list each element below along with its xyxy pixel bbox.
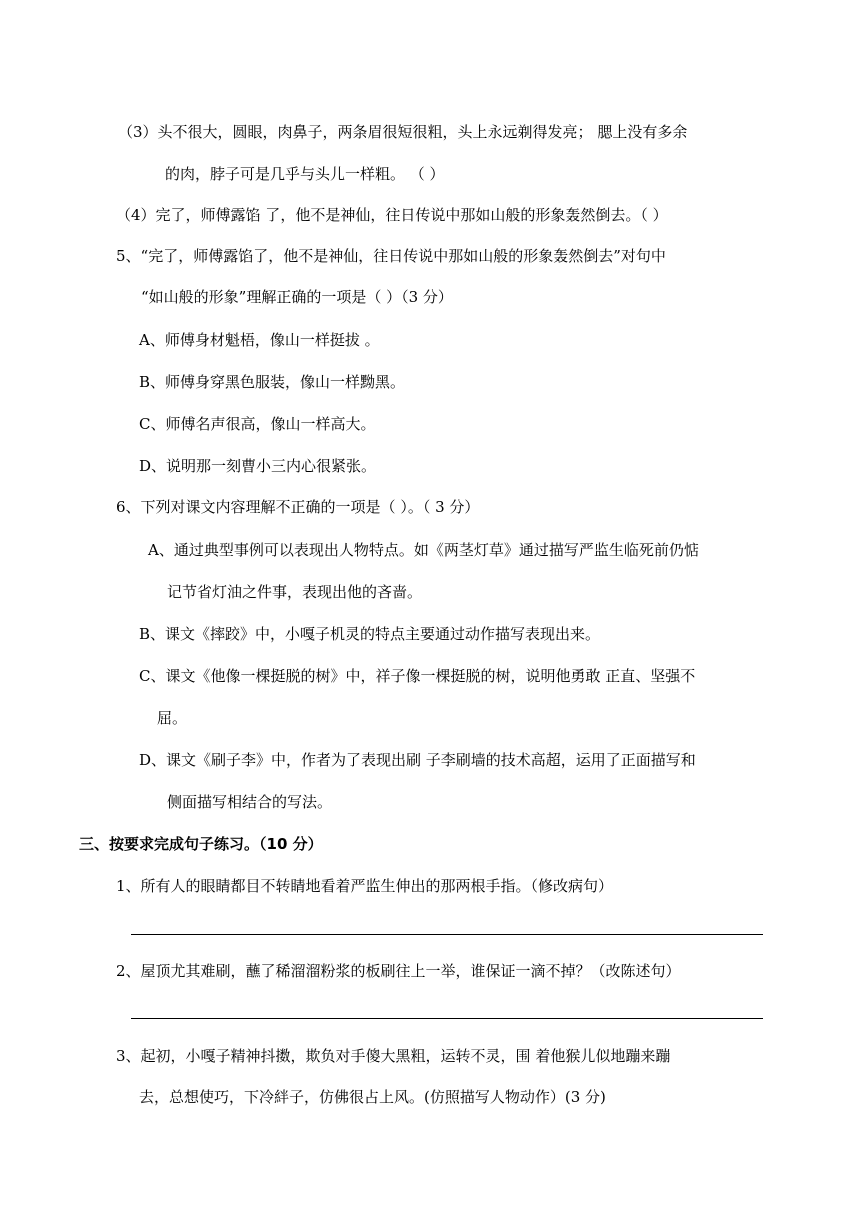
q5-option-a: A、师傅身材魁梧，像山一样挺拔 。 — [139, 331, 380, 349]
q4-item-4: （4）完了，师傅露馅 了，他不是神仙，往日传说中那如山般的形象轰然倒去。（ ） — [116, 206, 668, 224]
q5-option-d: D、说明那一刻曹小三内心很紧张。 — [139, 457, 377, 475]
s3-q1: 1、所有人的眼睛都目不转睛地看着严监生伸出的那两根手指。（修改病句） — [116, 877, 614, 895]
s3-q2: 2、屋顶尤其难刷，蘸了稀溜溜粉浆的板刷往上一举，谁保证一滴不掉？（改陈述句） — [116, 962, 681, 980]
s3-q3-line-2: 去，总想使巧，下冷絆子，仿佛很占上风。(仿照描写人物动作）(3 分) — [139, 1088, 606, 1106]
s3-q2-answer-line[interactable] — [131, 1018, 763, 1019]
q6-option-c-line-1: C、课文《他像一棵挺脱的树》中，祥子像一棵挺脱的树，说明他勇敢 正直、坚强不 — [139, 667, 696, 685]
q6-option-d-line-2: 侧面描写相结合的写法。 — [167, 793, 333, 811]
q6-stem: 6、下列对课文内容理解不正确的一项是（ ）。（ 3 分） — [116, 498, 480, 516]
q6-option-b: B、课文《摔跤》中，小嘎子机灵的特点主要通过动作描写表现出来。 — [139, 625, 601, 643]
section-3-heading: 三、按要求完成句子练习。（10 分） — [79, 835, 323, 853]
q5-option-c: C、师傅名声很高，像山一样高大。 — [139, 415, 376, 433]
q5-stem-line-1: 5、“完了，师傅露馅了，他不是神仙，往日传说中那如山般的形象轰然倒去”对句中 — [116, 247, 666, 265]
q4-item-3-line-2: 的肉，脖子可是几乎与头儿一样粗。 （ ） — [165, 165, 445, 183]
s3-q3-line-1: 3、起初，小嘎子精神抖擞，欺负对手傻大黑粗，运转不灵，围 着他猴儿似地蹦来蹦 — [116, 1047, 671, 1065]
s3-q1-answer-line[interactable] — [131, 934, 763, 935]
q6-option-a-line-1: A、通过典型事例可以表现出人物特点。如《两茎灯草》通过描写严监生临死前仍惦 — [148, 541, 699, 559]
q5-option-b: B、师傅身穿黑色服装，像山一样黝黑。 — [139, 373, 406, 391]
q6-option-d-line-1: D、课文《刷子李》中，作者为了表现出刷 子李刷墙的技术高超，运用了正面描写和 — [139, 751, 696, 769]
q5-stem-line-2: “如山般的形象”理解正确的一项是（ ）（3 分） — [141, 288, 453, 306]
q6-option-c-line-2: 屈。 — [157, 709, 188, 727]
q4-item-3-line-1: （3）头不很大，圆眼，肉鼻子，两条眉很短很粗，头上永远剃得发亮； 腮上没有多余 — [118, 123, 688, 141]
q6-option-a-line-2: 记节省灯油之件事，表现出他的吝啬。 — [167, 583, 423, 601]
